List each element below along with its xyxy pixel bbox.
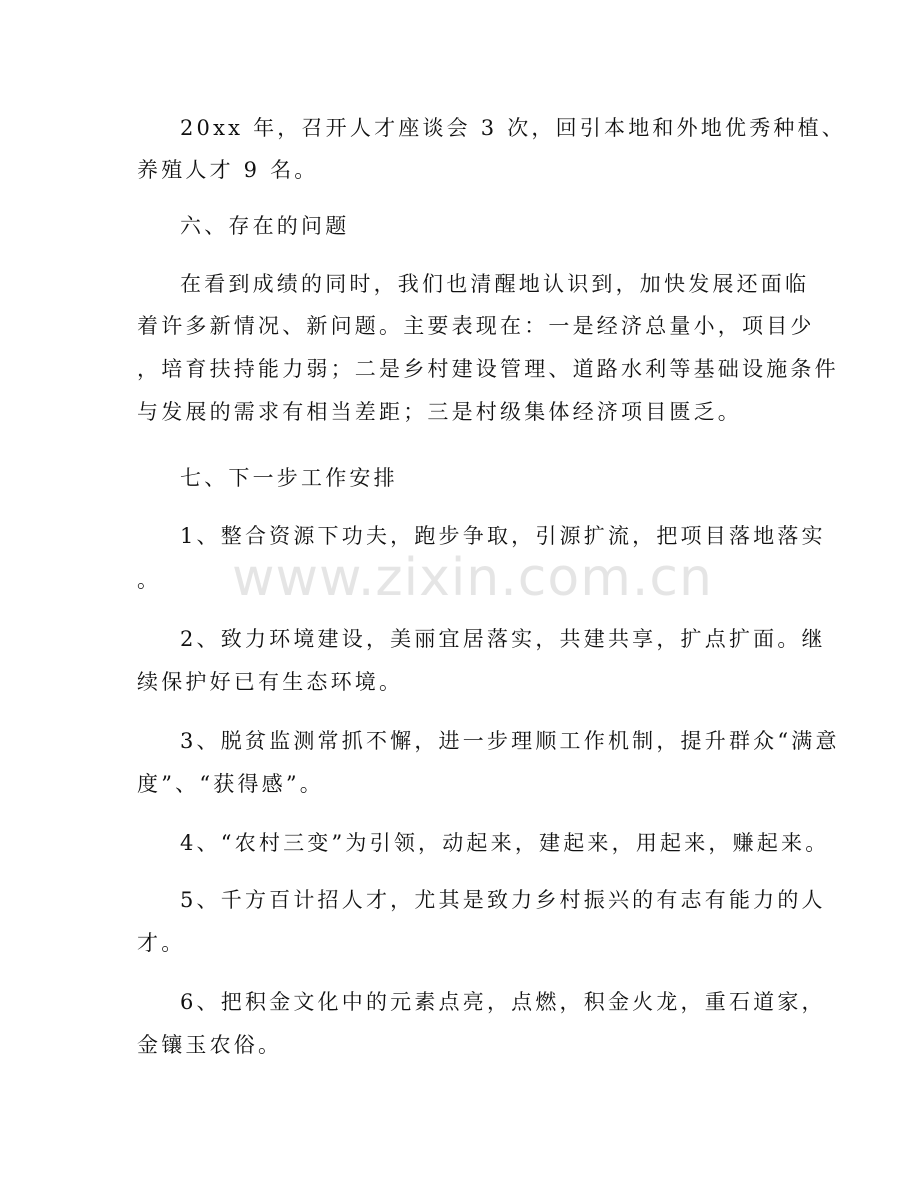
list-item-line: 5、千方百计招人才，尤其是致力乡村振兴的有志有能力的人 <box>180 888 826 912</box>
list-item-line: 1、整合资源下功夫，跑步争取，引源扩流，把项目落地落实 <box>180 524 826 548</box>
list-item-line: 4、“农村三变”为引领，动起来，建起来，用起来，赚起来。 <box>180 831 830 855</box>
paragraph-line: ，培育扶持能力弱；二是乡村建设管理、道路水利等基础设施条件 <box>137 357 839 381</box>
section-heading: 七、下一步工作安排 <box>180 466 398 490</box>
list-item-line: 3、脱贫监测常抓不懈，进一步理顺工作机制，提升群众“满意 <box>180 729 840 753</box>
list-item-line: 2、致力环境建设，美丽宜居落实，共建共享，扩点扩面。继 <box>180 627 826 651</box>
list-item-line: 金镶玉农俗。 <box>137 1033 283 1057</box>
list-item-line: 6、把积金文化中的元素点亮，点燃，积金火龙，重石道家， <box>180 990 826 1014</box>
watermark: www.zixin.com.cn <box>232 548 713 608</box>
paragraph-line: 在看到成绩的同时，我们也清醒地认识到，加快发展还面临 <box>180 272 810 296</box>
paragraph-line: 与发展的需求有相当差距；三是村级集体经济项目匮乏。 <box>137 400 742 424</box>
section-heading: 六、存在的问题 <box>180 214 350 238</box>
list-item-line: 。 <box>137 568 162 592</box>
paragraph-line: 养殖人才 9 名。 <box>137 158 319 182</box>
paragraph-line: 20xx 年，召开人才座谈会 3 次，回引本地和外地优秀种植、 <box>180 116 846 140</box>
list-item-line: 度”、“获得感”。 <box>137 772 325 796</box>
paragraph-line: 着许多新情况、新问题。主要表现在：一是经济总量小，项目少 <box>137 314 815 338</box>
list-item-line: 续保护好已有生态环境。 <box>137 670 404 694</box>
list-item-line: 才。 <box>137 931 186 955</box>
